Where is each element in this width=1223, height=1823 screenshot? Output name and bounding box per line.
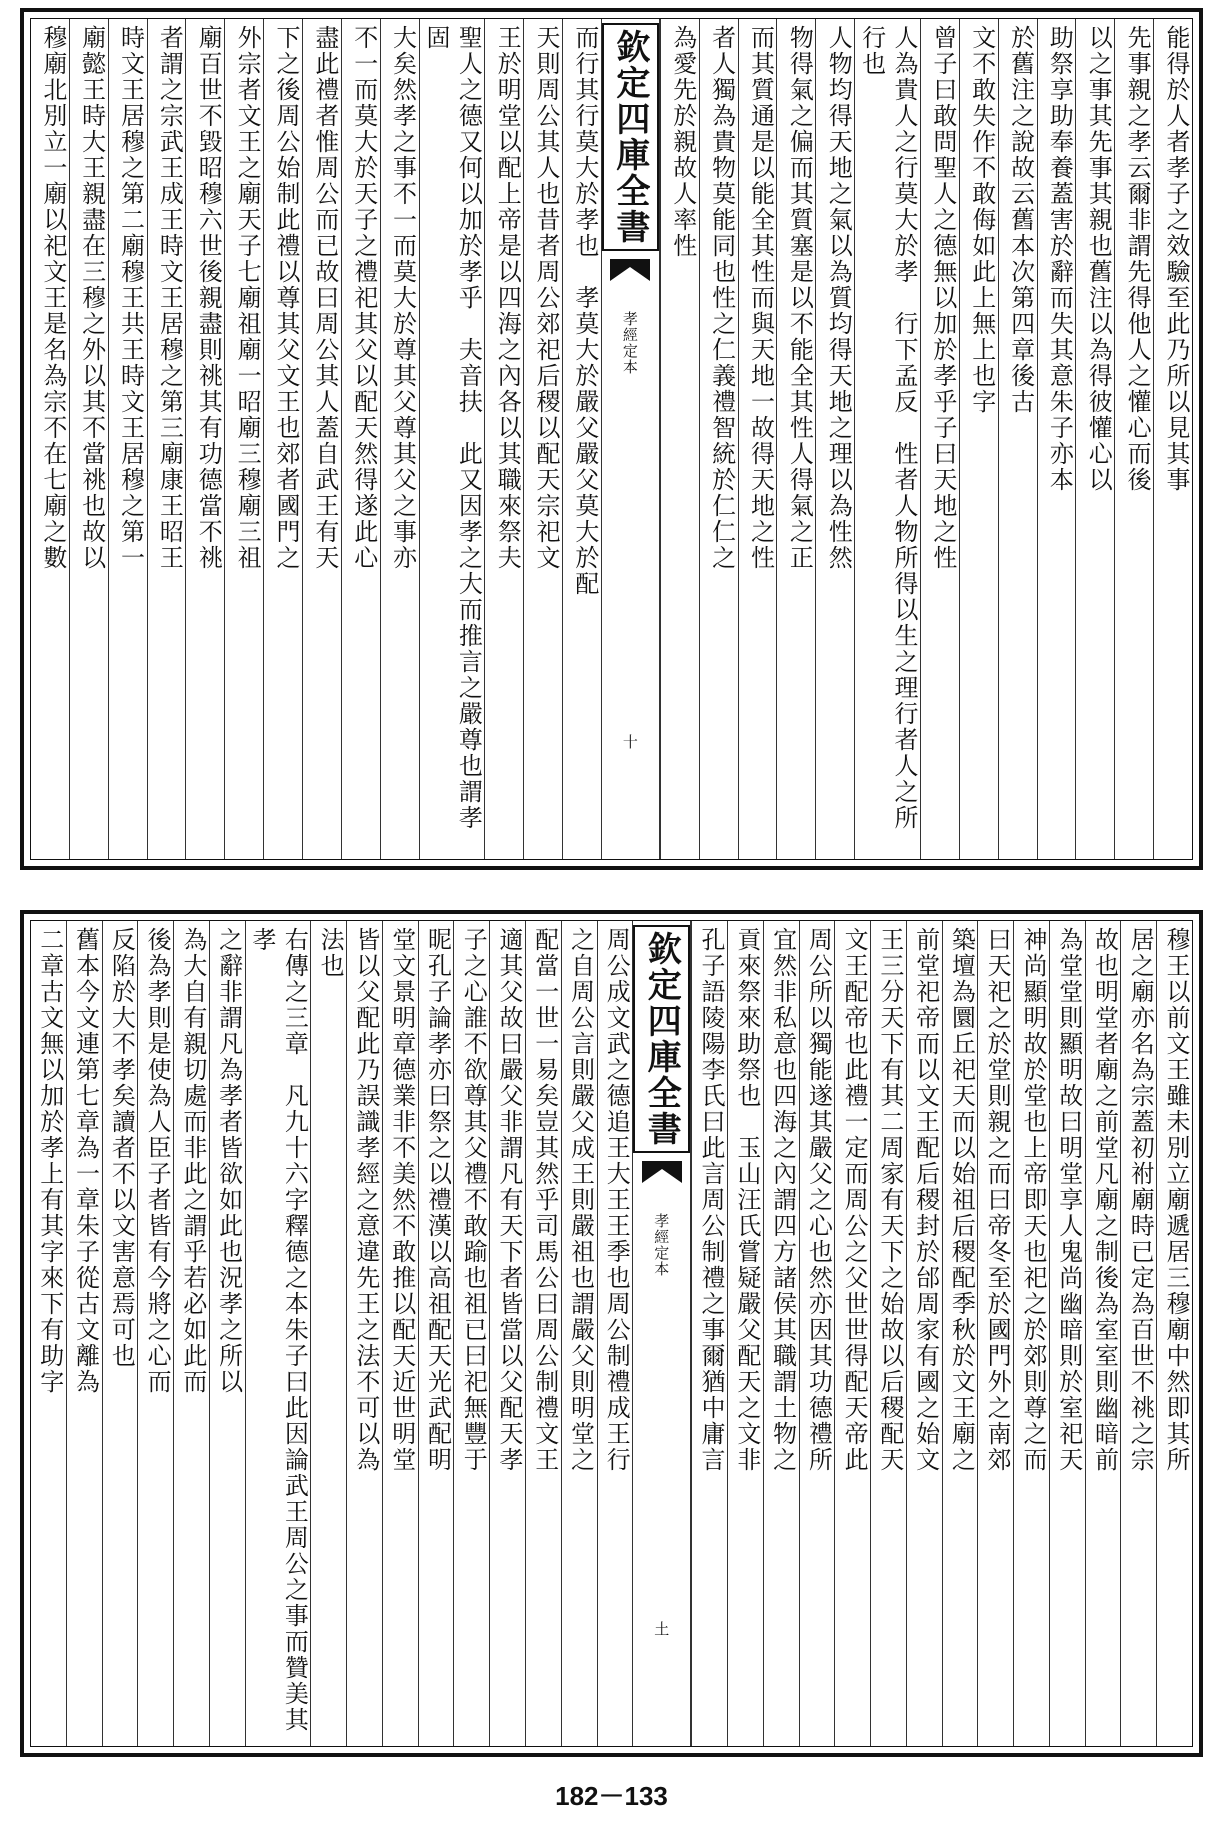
lower-frame: [30, 920, 1193, 1747]
text-column: 為堂堂則顯明故曰明堂享人鬼尚幽暗則於室祀天: [1049, 921, 1085, 1746]
text-column: 貢來祭來助祭也 玉山汪氏嘗疑嚴父配天之文非: [727, 921, 763, 1746]
book-name: 孝經定本: [652, 1213, 671, 1277]
text-column: 人為貴人之行莫大於孝 行下孟反 性者人物所得以生之理行者人之所行也: [854, 19, 920, 859]
text-column: 居之廟亦名為宗蓋初祔廟時已定為百世不祧之宗: [1120, 921, 1156, 1746]
text-column: 為愛先於親故人率性: [660, 19, 699, 859]
fish-tail-mark-icon: [642, 1161, 682, 1183]
main-text-column: 天則周公其人也昔者周公郊祀后稷以配天宗祀文: [523, 19, 562, 859]
text-column: 而其質通是以能全其性而與天地一故得天地之性: [738, 19, 777, 859]
text-column: 以之事其先事其親也舊注以為得彼懽心以: [1075, 19, 1114, 859]
text-column: 適其父故曰嚴父非謂凡有天下者皆當以父配天孝: [489, 921, 525, 1746]
text-column: 助祭享助奉養蓋害於辭而失其意朱子亦本: [1037, 19, 1076, 859]
text-column: 之自周公言則嚴父成王則嚴祖也謂嚴父則明堂之: [561, 921, 597, 1746]
text-column: 文王配帝也此禮一定而周公之父世世得配天帝此: [834, 921, 870, 1746]
book-title: 欽定四庫全書: [602, 23, 659, 251]
main-text-column: 聖人之德又何以加於孝乎 夫音扶 此又因孝之大而推言之嚴尊也謂孝固: [419, 19, 485, 859]
text-column: 而行其行莫大於孝也 孝莫大於嚴父嚴父莫大於配: [562, 19, 601, 859]
text-column: 能得於人者孝子之效驗至此乃所以見其事: [1153, 19, 1192, 859]
text-column: 為大自有親切處而非此之謂乎若必如此而: [173, 921, 209, 1746]
text-column: 曰天祀之於堂則親之而曰帝冬至於國門外之南郊: [977, 921, 1013, 1746]
text-column: 者謂之宗武王成王時文王居穆之第三廟康王昭王: [147, 19, 186, 859]
upper-frame: [30, 18, 1193, 860]
text-column: 者人獨為貴物莫能同也性之仁義禮智統於仁仁之: [699, 19, 738, 859]
text-column: 堂文景明章德業非不美然不敢推以配天近世明堂: [382, 921, 418, 1746]
text-column: 人物均得天地之氣以為質均得天地之理以為性然: [815, 19, 854, 859]
page-number: 182－133: [555, 1781, 668, 1811]
text-column: 先事親之孝云爾非謂先得他人之懽心而後: [1114, 19, 1153, 859]
text-column: 築壇為圜丘祀天而以始祖后稷配季秋於文王廟之: [942, 921, 978, 1746]
text-column: 子之心誰不欲尊其父禮不敢踰也祖已曰祀無豐于: [453, 921, 489, 1746]
text-column: 宜然非私意也四海之內謂四方諸侯其職謂土物之: [763, 921, 799, 1746]
text-column: 王三分天下有其二周家有天下之始故以后稷配天: [870, 921, 906, 1746]
text-column: 昵孔子論孝亦曰祭之以禮漢以高祖配天光武配明: [418, 921, 454, 1746]
text-column: 前堂祀帝而以文王配后稷封於邰周家有國之始文: [906, 921, 942, 1746]
upper-page: [20, 8, 1203, 870]
book-title: 欽定四庫全書: [633, 925, 690, 1153]
text-column: 穆廟北別立一廟以祀文王是名為宗不在七廟之數: [38, 25, 67, 571]
text-column: 孔子語陵陽李氏曰此言周公制禮之事爾猶中庸言: [691, 921, 727, 1746]
fish-tail-mark-icon: [610, 259, 650, 281]
text-column: 周公成文武之德追王大王王季也周公制禮成王行: [597, 921, 633, 1746]
text-column: 時文王居穆之第二廟穆王共王時文王居穆之第一: [108, 19, 147, 859]
text-column: 廟懿王時大王親盡在三穆之外以其不當祧也故以: [69, 19, 108, 859]
center-margin: [601, 19, 660, 859]
text-column: 神尚顯明故於堂也上帝即天也祀之於郊則尊之而: [1013, 921, 1049, 1746]
text-column: 反陷於大不孝矣讀者不以文害意焉可也: [102, 921, 138, 1746]
text-column: 周公所以獨能遂其嚴父之心也然亦因其功德禮所: [799, 921, 835, 1746]
text-column: 後為孝則是使為人臣子者皆有今將之心而: [137, 921, 173, 1746]
text-column: 於舊注之說故云舊本次第四章後古: [998, 19, 1037, 859]
text-column: 外宗者文王之廟天子七廟祖廟一昭廟三穆廟三祖: [224, 19, 263, 859]
main-text-column: 王於明堂以配上帝是以四海之內各以其職來祭夫: [484, 19, 523, 859]
text-column: 故也明堂者廟之前堂凡廟之制後為室室則幽暗前: [1085, 921, 1121, 1746]
text-column: 穆王以前文王雖未別立廟遞居三穆廟中然即其所: [1156, 921, 1192, 1746]
lower-columns: [31, 921, 1192, 1746]
lower-page: [20, 910, 1203, 1757]
text-column: 不一而莫大於天子之禮祀其父以配天然得遂此心: [341, 19, 380, 859]
text-column: 大矣然孝之事不一而莫大於尊其父尊其父之事亦: [380, 19, 419, 859]
folio-number: 土: [652, 1621, 671, 1636]
chapter-heading-column: 右傳之三章 凡九十六字釋德之本朱子曰此因論武王周公之事而贊美其孝: [245, 921, 311, 1746]
text-column: 物得氣之偏而其質塞是以不能全其性人得氣之正: [776, 19, 815, 859]
text-column: 盡此禮者惟周公而已故曰周公其人蓋自武王有天: [302, 19, 341, 859]
text-column: 舊本今文連第七章為一章朱子從古文離為: [66, 921, 102, 1746]
text-column: 配當一世一易矣豈其然乎司馬公曰周公制禮文王: [525, 921, 561, 1746]
book-name: 孝經定本: [620, 311, 639, 375]
text-column: 二章古文無以加於孝上有其字來下有助字: [35, 927, 64, 1395]
text-column: 之辭非謂凡為孝者皆欲如此也況孝之所以: [209, 921, 245, 1746]
folio-number: 十: [620, 734, 639, 749]
main-text-column: 曾子曰敢問聖人之德無以加於孝乎子曰天地之性: [920, 19, 959, 859]
text-column: 皆以父配此乃誤識孝經之意違先王之法不可以為: [346, 921, 382, 1746]
text-column: 法也: [310, 921, 346, 1746]
text-column: 下之後周公始制此禮以尊其父文王也郊者國門之: [263, 19, 302, 859]
text-column: 廟百世不毀昭穆六世後親盡則祧其有功德當不祧: [185, 19, 224, 859]
upper-columns: [31, 19, 1192, 859]
center-margin: [632, 921, 691, 1746]
text-column: 文不敢失作不敢侮如此上無上也字: [959, 19, 998, 859]
